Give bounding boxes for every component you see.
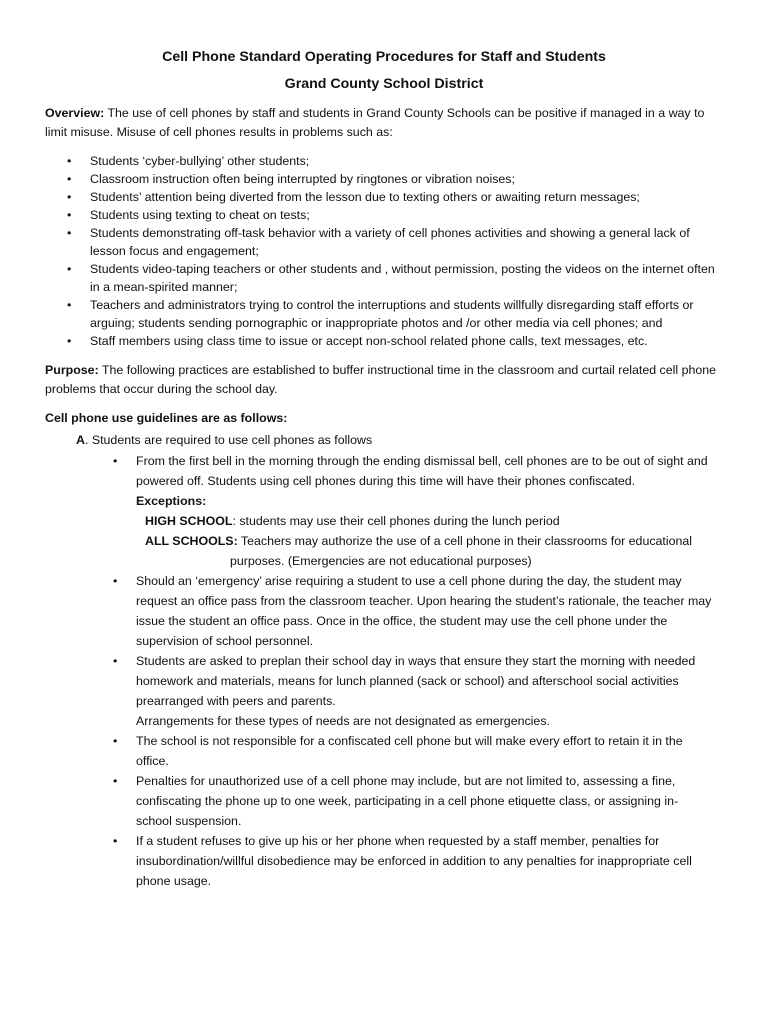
purpose-text: The following practices are established to buffer instructional time in the classroom and curtail related cell phone problems that occur during the school day. bbox=[45, 363, 717, 396]
exception-all-schools bbox=[136, 531, 713, 551]
list-item: • Staff members using class time to issue or accept non-school related phone calls, text messages, etc. bbox=[45, 332, 725, 350]
list-item: • Students demonstrating off-task behavior with a variety of cell phones activities and showing a general lack of lesson focus and engagement; bbox=[45, 224, 725, 260]
section-a bbox=[76, 431, 372, 450]
overview-text: The use of cell phones by staff and students in Grand County Schools can be positive if managed in a way to limit misuse. Misuse of cell phones results in problems such as: bbox=[45, 106, 705, 139]
list-item: • Students’ attention being diverted from the lesson due to texting others or awaiting return messages; bbox=[45, 188, 725, 206]
high-school-label: HIGH SCHOOL bbox=[145, 514, 233, 528]
list-item: • Students using texting to cheat on tests; bbox=[45, 206, 725, 224]
list-item: • Students ‘cyber-bullying’ other students; bbox=[45, 152, 725, 170]
all-schools-label: ALL SCHOOLS: bbox=[145, 534, 238, 548]
problems-list bbox=[45, 152, 725, 350]
student-rules-list bbox=[113, 451, 713, 891]
high-school-text: : students may use their cell phones during the lunch period bbox=[232, 514, 560, 528]
section-text: . Students are required to use cell phones as follows bbox=[84, 433, 373, 447]
document-title: Cell Phone Standard Operating Procedures for Staff and Students bbox=[162, 49, 606, 65]
guidelines-heading: Cell phone use guidelines are as follows: bbox=[45, 411, 288, 425]
all-schools-continuation: purposes. (Emergencies are not educational purposes) bbox=[230, 554, 532, 568]
all-schools-text: Teachers may authorize the use of a cell phone in their classrooms for educational bbox=[237, 534, 693, 548]
list-item bbox=[113, 451, 713, 571]
rule-text: • Students are asked to preplan their school day in ways that ensure they start the morning with needed homework and materials, means for lunch planned (sack or school) and afterschool social activities prearranged with peers and parents. bbox=[136, 654, 696, 708]
overview-paragraph bbox=[45, 104, 725, 142]
list-item: • Should an ‘emergency’ arise requiring a student to use a cell phone during the day, the student may request an office pass from the classroom teacher. Upon hearing the student’s rationale, the teacher may issue the student an office pass. Once in the office, the student may use the cell phone under the supervision of school personnel. bbox=[113, 571, 713, 651]
overview-label: Overview: bbox=[45, 106, 105, 120]
exceptions-label: Exceptions: bbox=[136, 494, 207, 508]
list-item: • The school is not responsible for a confiscated cell phone but will make every effort to retain it in the office. bbox=[113, 731, 713, 771]
exception-high-school bbox=[136, 511, 713, 531]
purpose-paragraph bbox=[45, 361, 725, 399]
list-item bbox=[113, 651, 713, 731]
list-item: • Penalties for unauthorized use of a cell phone may include, but are not limited to, assessing a fine, confiscating the phone up to one week, participating in a cell phone etiquette class, or assigning in-school suspension. bbox=[113, 771, 713, 831]
list-item: • Classroom instruction often being interrupted by ringtones or vibration noises; bbox=[45, 170, 725, 188]
list-item: • Teachers and administrators trying to control the interruptions and students willfully disregarding staff efforts or arguing; students sending pornographic or inappropriate photos and /or other media via cell phones; and bbox=[45, 296, 725, 332]
rule-note: Arrangements for these types of needs are not designated as emergencies. bbox=[136, 714, 550, 728]
rule-text: • From the first bell in the morning through the ending dismissal bell, cell phones are to be out of sight and powered off. Students using cell phones during this time will have their phones confiscated. bbox=[136, 454, 708, 488]
list-item: • Students video-taping teachers or other students and , without permission, posting the videos on the internet often in a mean-spirited manner; bbox=[45, 260, 725, 296]
section-letter: A bbox=[76, 433, 85, 447]
purpose-label: Purpose: bbox=[45, 363, 99, 377]
district-name: Grand County School District bbox=[284, 76, 484, 92]
list-item: • If a student refuses to give up his or her phone when requested by a staff member, penalties for insubordination/willful disobedience may be enforced in addition to any penalties for inappropriate cell phone usage. bbox=[113, 831, 713, 891]
